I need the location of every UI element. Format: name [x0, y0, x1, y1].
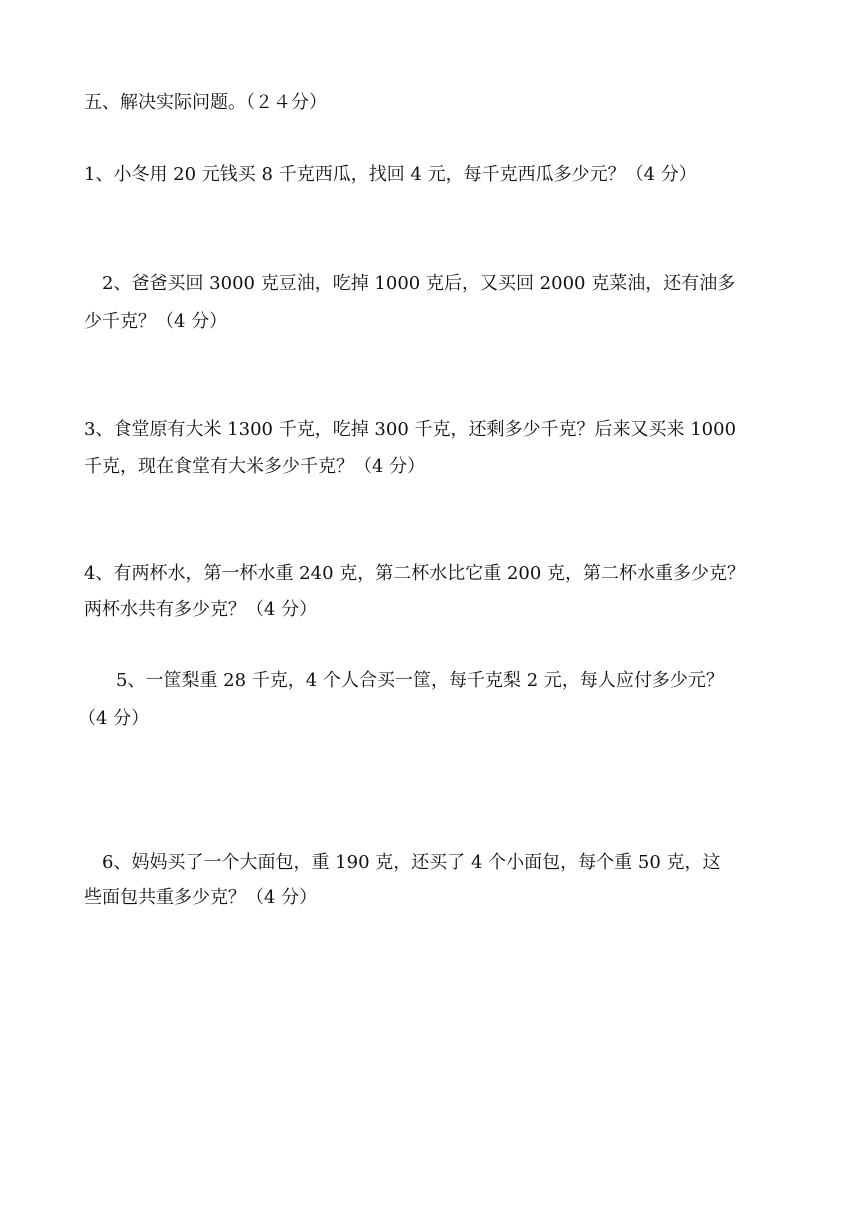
question-line: 千克，现在食堂有大米多少千克？（4 分） — [84, 456, 426, 477]
question-line: 5、一筐梨重 28 千克，4 个人合买一筐，每千克梨 2 元，每人应付多少元？ — [116, 670, 724, 691]
question-line: 4、有两杯水，第一杯水重 240 克，第二杯水比它重 200 克，第二杯水重多少克？ — [84, 563, 746, 584]
question-line: （4 分） — [78, 708, 150, 729]
question-line: 少千克？（4 分） — [84, 311, 228, 332]
question-line: 些面包共重多少克？（4 分） — [84, 887, 318, 908]
section-title: 五、解决实际问题。（２４分） — [84, 92, 327, 113]
question-line: 3、食堂原有大米 1300 千克，吃掉 300 千克，还剩多少千克？后来又买来 1000 — [84, 419, 737, 440]
question-line: 2、爸爸买回 3000 克豆油，吃掉 1000 克后，又买回 2000 克菜油，还有油多 — [102, 273, 736, 294]
question-line: 1、小冬用 20 元钱买 8 千克西瓜，找回 4 元，每千克西瓜多少元？（4 分） — [84, 164, 697, 185]
question-line: 两杯水共有多少克？（4 分） — [84, 599, 318, 620]
question-line: 6、妈妈买了一个大面包，重 190 克，还买了 4 个小面包，每个重 50 克，这 — [102, 852, 721, 873]
